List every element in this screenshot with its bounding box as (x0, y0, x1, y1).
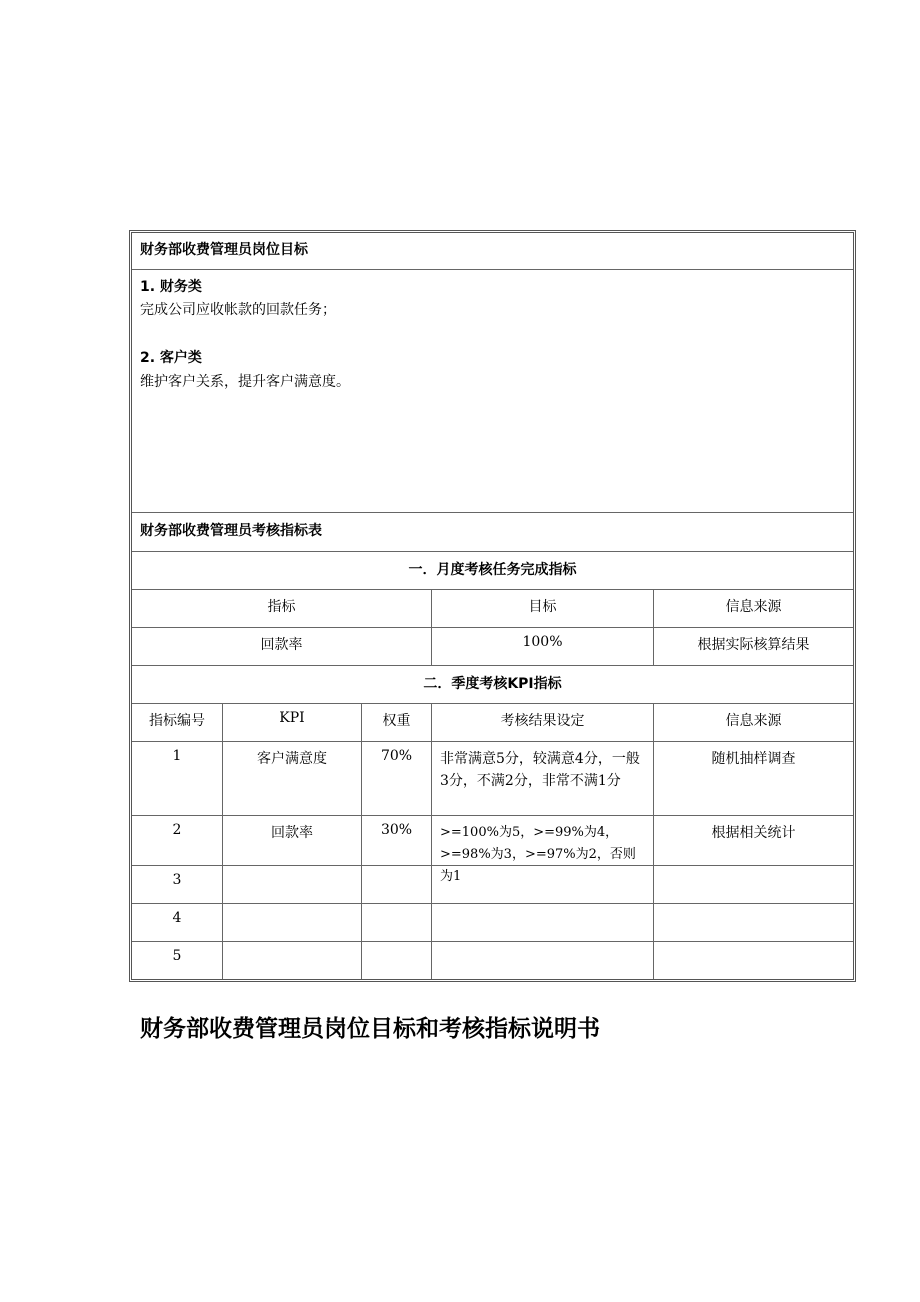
table-cell: 客户满意度 (223, 742, 362, 815)
table-cell (654, 904, 853, 941)
table-row (132, 742, 853, 816)
table-row (132, 866, 853, 904)
quarterly-header-row (132, 704, 853, 742)
section-title-row (132, 233, 853, 270)
table-cell: >=100%为5，>=99%为4，>=98%为3，>=97%为2，否则为1 (432, 816, 654, 865)
header-cell: 权重 (362, 704, 432, 741)
section-title: 财务部收费管理员考核指标表 (140, 523, 322, 539)
header-cell: 目标 (432, 590, 654, 627)
document-title: 财务部收费管理员岗位目标和考核指标说明书 (140, 1016, 600, 1042)
table-cell (654, 866, 853, 903)
header-cell: 指标编号 (132, 704, 223, 741)
monthly-header-row (132, 590, 853, 628)
table-cell: 1 (132, 742, 223, 815)
header-cell: 信息来源 (725, 599, 782, 615)
table-cell: 根据实际核算结果 (697, 637, 810, 653)
table-cell (654, 942, 853, 979)
table-cell: 随机抽样调查 (711, 751, 796, 767)
table-cell (432, 942, 654, 979)
subsection-title-row (132, 666, 853, 704)
header-cell: KPI (223, 704, 362, 741)
table-cell (432, 904, 654, 941)
table-cell: 4 (132, 904, 223, 941)
table-row (132, 904, 853, 942)
monthly-subtitle: 一．月度考核任务完成指标 (408, 562, 577, 578)
table-cell (432, 866, 654, 903)
goal-heading: 1. 财务类 (140, 279, 202, 295)
table-cell: 回款率 (132, 628, 432, 665)
table-cell: 100% (432, 628, 654, 665)
table-row (132, 816, 853, 884)
goals-cell (132, 270, 853, 512)
header-cell: 考核结果设定 (432, 704, 654, 741)
section-title-row (132, 513, 853, 552)
goals-section (132, 270, 853, 513)
table-cell (223, 904, 362, 941)
table-cell: 回款率 (223, 816, 362, 865)
table-cell (362, 904, 432, 941)
quarterly-subtitle: 二．季度考核KPI指标 (423, 676, 562, 692)
header-cell: 信息来源 (725, 713, 782, 729)
table-row (132, 628, 853, 666)
header-cell: 指标 (132, 590, 432, 627)
section-title: 财务部收费管理员岗位目标 (140, 242, 308, 258)
kpi-document-table (129, 230, 856, 982)
table-cell (223, 866, 362, 903)
table-cell: 30% (362, 816, 432, 865)
goal-text: 维护客户关系，提升客户满意度。 (140, 374, 350, 390)
table-cell (362, 942, 432, 979)
table-cell: 70% (362, 742, 432, 815)
table-cell (362, 866, 432, 903)
goal-heading: 2. 客户类 (140, 350, 202, 366)
subsection-title-row (132, 552, 853, 590)
table-cell: 非常满意5分，较满意4分，一般3分，不满2分，非常不满1分 (432, 742, 654, 815)
table-row (132, 942, 853, 979)
goal-text: 完成公司应收帐款的回款任务； (140, 302, 336, 318)
table-cell: 5 (132, 942, 223, 979)
table-cell: 3 (132, 866, 223, 903)
table-cell: 根据相关统计 (711, 825, 796, 841)
table-cell: 2 (132, 816, 223, 865)
table-cell (223, 942, 362, 979)
